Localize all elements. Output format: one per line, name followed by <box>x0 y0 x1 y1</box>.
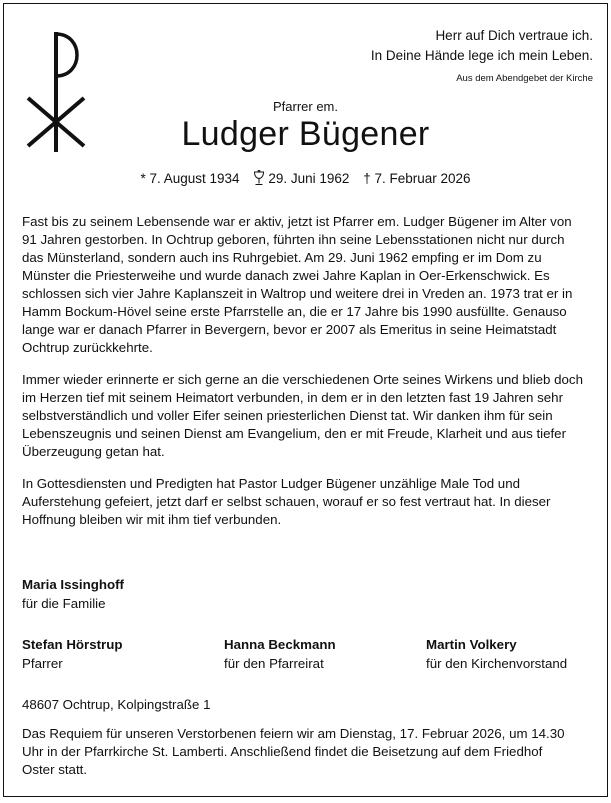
motto-line-2: In Deine Hände lege ich mein Leben. <box>370 48 593 63</box>
motto-line-1: Herr auf Dich vertraue ich. <box>435 28 593 43</box>
signatory-role: für den Kirchenvorstand <box>426 656 568 671</box>
obituary-notice <box>3 3 608 797</box>
signatory-name: Hanna Beckmann <box>224 637 336 652</box>
family-name: Maria Issinghoff <box>22 577 124 592</box>
paragraph-1: Fast bis zu seinem Lebensende war er aktiv, jetzt ist Pfarrer em. Ludger Bügener im Alter von 91 Jahren gestorben. In Ochtrup geboren, führten ihn seine Lebensstationen nicht nur durch das Münsterland, sondern auch ins Ruhrgebiet. Am 29. Juni 1962 empfing er im Dom zu Münster die Priesterweihe und wurde danach zwei Jahre Kaplan in Oer-Erkenschwick. Es schlossen sich vier Jahre Kaplanszeit in Waltrop und weitere drei in Vreden an. 1973 trat er in Hamm Bockum-Hövel seine erste Pfarrstelle an, die er 17 Jahre bis 1990 ausfüllte. Genauso lange war er danach Pfarrer in Bevergern, bevor er 2007 als Emeritus in seine Heimatstadt Ochtrup zurückkehrte. <box>22 214 573 355</box>
requiem-info: Das Requiem für unseren Verstorbenen feiern wir am Dienstag, 17. Februar 2026, um 14.30 Uhr in der Pfarrkirche St. Lamberti. Anschließend findet die Beisetzung auf dem Friedhof Oster statt. <box>22 726 565 777</box>
signatory-1 <box>22 635 122 673</box>
paragraph-2: Immer wieder erinnerte er sich gerne an die verschiedenen Orte seines Wirkens und blieb doch im Herzen tief mit seinem Heimatort verbunden, in dem er in den letzten fast 19 Jahren sehr selbstverständlich und voller Eifer seinen priesterlichen Dienst tat. Wir danken ihm für sein Lebenszeugnis und seinen Dienst am Evangelium, den er mit Freude, Klarheit und aus tiefer Überzeugung getan hat. <box>22 372 583 459</box>
family-signature <box>22 575 124 613</box>
signatory-2 <box>224 635 336 673</box>
obituary-text <box>22 213 587 543</box>
signatory-3 <box>426 635 567 673</box>
signatory-name: Stefan Hörstrup <box>22 637 123 652</box>
motto <box>213 26 593 85</box>
paragraph-3: In Gottesdiensten und Predigten hat Pastor Ludger Bügener unzählige Male Tod und Auferstehung gefeiert, jetzt darf er selbst schauen, worauf er so fest vertraut hat. In dieser Hoffnung bleiben wir mit ihm tief verbunden. <box>22 476 551 527</box>
ordination-date: 29. Juni 1962 <box>268 171 350 186</box>
deceased-name: Ludger Bügener <box>181 115 430 153</box>
chalice-icon <box>253 170 265 186</box>
honorific: Pfarrer em. <box>272 99 338 114</box>
signatory-role: Pfarrer <box>22 656 63 671</box>
address: 48607 Ochtrup, Kolpingstraße 1 <box>22 697 211 712</box>
motto-source: Aus dem Abendgebet der Kirche <box>456 73 593 84</box>
signatory-role: für den Pfarreirat <box>224 656 324 671</box>
ordination-date-group <box>253 170 349 186</box>
life-dates <box>4 170 607 186</box>
signatory-name: Martin Volkery <box>426 637 517 652</box>
death-date: † 7. Februar 2026 <box>363 171 471 186</box>
family-role: für die Familie <box>22 596 106 611</box>
birth-date: * 7. August 1934 <box>140 171 240 186</box>
